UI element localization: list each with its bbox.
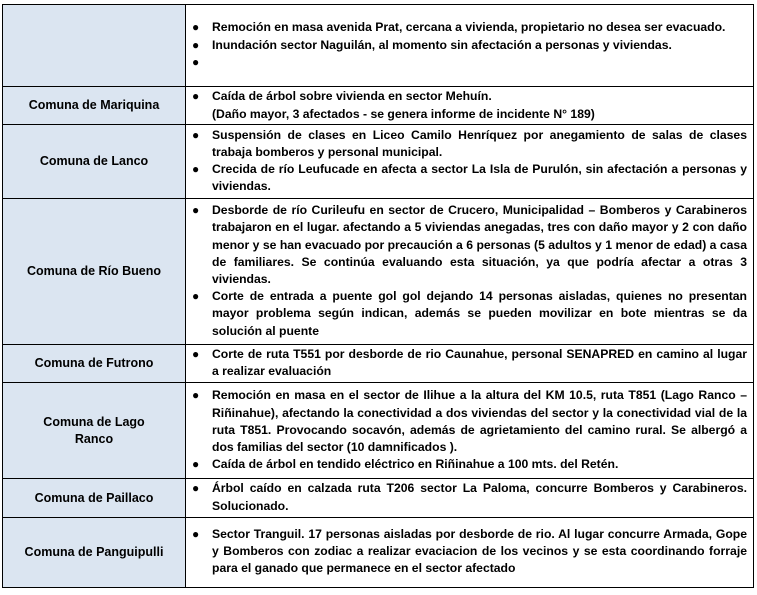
detail-cell xyxy=(186,517,754,587)
commune-name: Comuna de Mariquina xyxy=(28,98,160,112)
list-item: ● Inundación sector Naguilán, al momento sin afectación a personas y viviendas. xyxy=(186,37,747,54)
list-item: ● Corte de entrada a puente gol gol dejando 14 personas aisladas, quienes no presentan mayor problema según indican, además se pueden movilizar en bote mientras se da solución al puente xyxy=(192,289,747,338)
incident-list xyxy=(186,126,753,198)
list-item: ● Caída de árbol sobre vivienda en sector Mehuín. xyxy=(186,88,747,105)
incident-note: (Daño mayor, 3 afectados - se genera informe de incidente N° 189) xyxy=(212,106,595,121)
incident-list xyxy=(186,201,753,342)
commune-cell xyxy=(3,345,186,383)
list-item: ● Remoción en masa avenida Prat, cercana a vivienda, propietario no desea ser evacuado. xyxy=(186,19,747,36)
table-row xyxy=(3,479,754,517)
commune-name: Comuna de Futrono xyxy=(34,356,154,371)
bullet-icon: ● xyxy=(192,527,200,541)
bullet-icon: ● xyxy=(192,89,200,104)
incident-list xyxy=(186,87,753,107)
bullet-icon: ● xyxy=(192,127,200,142)
commune-cell xyxy=(3,517,186,587)
bullet-icon: ● xyxy=(192,203,200,218)
list-item: ● Crecida de río Leufucade en afecta a sector La Isla de Purulón, sin afectación a personas y viviendas. xyxy=(192,162,747,194)
detail-cell xyxy=(186,87,754,125)
detail-cell xyxy=(186,345,754,383)
commune-cell xyxy=(3,5,186,87)
commune-name: Comuna de Lanco xyxy=(39,154,149,168)
list-item: ● Caída de árbol en tendido eléctrico en Riñinahue a 100 mts. del Retén. xyxy=(186,456,747,473)
list-item: ● Corte de ruta T551 por desborde de rio Caunahue, personal SENAPRED en camino al lugar a realizar evaluación xyxy=(192,347,747,379)
commune-name: Comuna de Lago Ranco xyxy=(43,414,145,446)
incident-list xyxy=(186,479,753,516)
bullet-icon: ● xyxy=(192,289,200,304)
bullet-icon: ● xyxy=(192,481,200,496)
incident-list xyxy=(186,386,753,475)
table-row xyxy=(3,517,754,587)
table-row xyxy=(3,199,754,345)
incident-list xyxy=(186,18,753,72)
commune-cell xyxy=(3,87,186,125)
bullet-icon: ● xyxy=(192,457,200,472)
list-item: ● Árbol caído en calzada ruta T206 sector La Paloma, concurre Bomberos y Carabineros. Solucionado. xyxy=(192,481,747,513)
commune-cell xyxy=(3,199,186,345)
table-row xyxy=(3,87,754,125)
incident-list xyxy=(186,525,753,580)
bullet-icon: ● xyxy=(192,20,200,35)
list-item: ● Remoción en masa en el sector de Ilihue a la altura del KM 10.5, ruta T851 (Lago Ranco – Riñinahue), afectando la conectividad a dos viviendas del sector y la conectividad vial de la ruta T851. Provocando socavón, además de agrietamiento del camino rural. Se albergó a dos familias del sector (10 damnificados ). xyxy=(192,388,747,454)
list-item xyxy=(186,54,747,71)
incident-list xyxy=(186,345,753,382)
commune-name: Comuna de Panguipulli xyxy=(24,544,164,559)
detail-cell xyxy=(186,383,754,479)
commune-cell xyxy=(3,383,186,479)
list-item: ● Desborde de río Curileufu en sector de Crucero, Municipalidad – Bomberos y Carabineros trabajaron en el lugar. afectando a 5 viviendas anegadas, tres con daño mayor y 2 con daño menor y se han evacuado por precaución a 6 personas (5 adultos y 1 menor de edad) a casa de familiares. Se continúa evaluando esta situación, ya que podría afectar a otras 3 viviendas. xyxy=(192,203,747,286)
bullet-icon: ● xyxy=(192,347,200,361)
detail-cell xyxy=(186,5,754,87)
commune-name: Comuna de Río Bueno xyxy=(26,264,162,278)
table-row xyxy=(3,383,754,479)
commune-cell xyxy=(3,479,186,517)
commune-cell xyxy=(3,125,186,199)
list-item: ● Sector Tranguil. 17 personas aisladas por desborde de rio. Al lugar concurre Armada, Gope y Bomberos con zodiac a realizar evaciacion de los vecinos y se esta coordinando forraje para el ganado que permanece en el sector afectado xyxy=(192,527,747,576)
list-item: ● Suspensión de clases en Liceo Camilo Henríquez por anegamiento de salas de clases trabaja bomberos y personal municipal. xyxy=(192,127,747,159)
bullet-icon: ● xyxy=(192,162,200,176)
incident-report-table xyxy=(2,4,754,588)
table-row xyxy=(3,125,754,199)
table-row xyxy=(3,345,754,383)
detail-cell xyxy=(186,125,754,199)
detail-cell xyxy=(186,199,754,345)
bullet-icon: ● xyxy=(192,54,200,69)
bullet-icon: ● xyxy=(192,388,200,403)
detail-cell xyxy=(186,479,754,517)
bullet-icon: ● xyxy=(192,37,200,52)
table-row xyxy=(3,5,754,87)
commune-name: Comuna de Paillaco xyxy=(34,490,154,505)
